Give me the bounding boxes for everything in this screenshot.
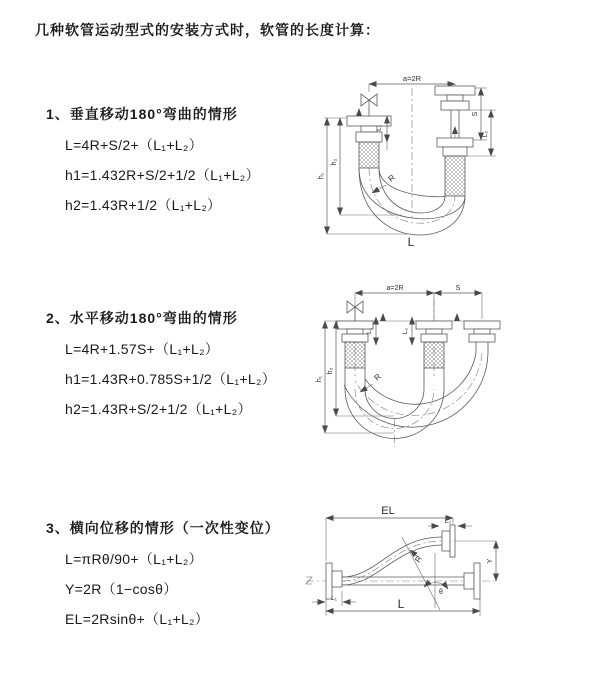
right-fitting [464, 321, 500, 353]
left-fitting [337, 321, 373, 368]
section-3-heading: 3、横向位移的情形（一次性变位） [46, 520, 280, 536]
braided-hose [359, 142, 379, 168]
dim-label-y: Y [487, 558, 494, 564]
right-fitting [464, 563, 480, 599]
dim-l2 [428, 518, 472, 526]
dim-label-a2r: a=2R [386, 285, 404, 292]
movement-arrow-icon [452, 126, 458, 138]
braided-hose [424, 342, 444, 368]
movement-arrow-icon [380, 313, 386, 321]
page-title: 几种软管运动型式的安装方式时，软管的长度计算： [35, 22, 380, 38]
braided-hose [445, 156, 465, 196]
dim-l1 [312, 591, 356, 606]
dim-label-r: R [386, 172, 397, 184]
hose-bend-arcs [345, 368, 444, 439]
dim-label-s: S [455, 285, 461, 292]
dim-l [326, 597, 480, 616]
dim-el [326, 505, 453, 561]
upper-fitting [442, 525, 455, 557]
section-2-formulas [65, 334, 276, 424]
pipe-break-mark [306, 577, 312, 584]
movement-arrow-icon [356, 108, 362, 116]
left-fitting [347, 116, 391, 168]
section-vertical-180 [46, 104, 260, 220]
dim-label-r: R [372, 371, 383, 383]
section-horizontal-180 [46, 308, 276, 424]
formula: h1=1.43R+0.785S+1/2（L₁+L₂） [65, 371, 276, 387]
dim-label-h1: h₁ [316, 375, 323, 383]
middle-fitting [416, 321, 452, 368]
braided-hose [345, 342, 365, 368]
dim-label-a2r: a=2R [402, 74, 422, 83]
section-2-heading: 2、水平移动180°弯曲的情形 [46, 310, 238, 326]
dim-label-h2: h₂ [331, 158, 338, 166]
left-fitting [326, 563, 342, 599]
dim-label-l1: L₁ [366, 328, 373, 334]
movement-arrow-icon [454, 313, 460, 321]
dim-label-l: L [397, 597, 405, 611]
formula: EL=2Rsinθ+（L₁+L₂） [65, 611, 210, 627]
section-lateral-displacement [46, 518, 280, 634]
section-1-formulas [65, 130, 260, 220]
radius-leader [372, 173, 397, 193]
dim-label-s: S [472, 111, 479, 117]
formula: L=4R+1.57S+（L₁+L₂） [65, 341, 220, 357]
dim-label-l1: L₁ [331, 595, 337, 602]
dim-label-r: R [413, 554, 424, 565]
diagram-horizontal-180 [300, 281, 600, 453]
dim-label-l2: L₂ [402, 327, 409, 335]
section-1-heading: 1、垂直移动180°弯曲的情形 [46, 106, 238, 122]
dim-a2r [355, 285, 434, 319]
formula: h2=1.43R+1/2（L₁+L₂） [65, 197, 222, 213]
dim-label-l1: L₁ [376, 125, 383, 131]
angle-construction [402, 537, 448, 610]
formula: Y=2R（1−cosθ） [65, 581, 178, 597]
dim-label-theta: θ [439, 589, 443, 596]
formula: L=4R+S/2+（L₁+L₂） [65, 137, 203, 153]
hose-s-curve [342, 537, 442, 585]
diagram-vertical-180 [302, 70, 597, 252]
dim-label-l: L [407, 235, 415, 249]
formula: h2=1.43R+S/2+1/2（L₁+L₂） [65, 401, 252, 417]
diagram-lateral-displacement [298, 495, 598, 665]
dim-s [434, 285, 482, 319]
right-fitting [435, 86, 475, 196]
formula: L=πRθ/90+（L₁+L₂） [65, 551, 203, 567]
dim-label-el: EL [381, 505, 395, 517]
dim-label-h2: h₂ [327, 367, 334, 375]
dim-label-h1: h₁ [318, 172, 325, 180]
section-3-formulas [65, 544, 280, 634]
dim-label-l2: L₂ [482, 130, 489, 138]
valve-icon [361, 94, 377, 116]
radius-leader [360, 372, 383, 392]
formula: h1=1.432R+S/2+1/2（L₁+L₂） [65, 167, 260, 183]
dim-label-l2: L₂ [444, 518, 452, 525]
